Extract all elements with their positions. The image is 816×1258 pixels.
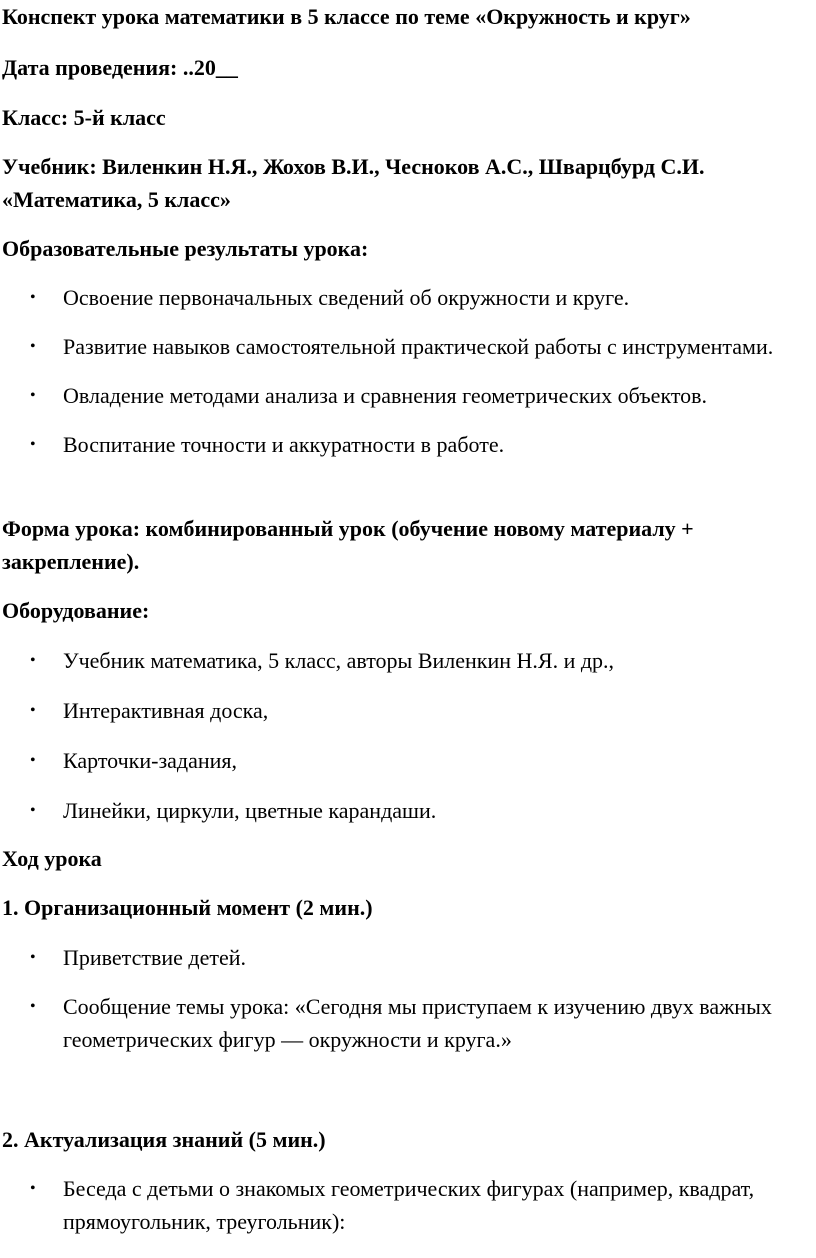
list-item: • Карточки-задания, [0, 744, 803, 777]
list-item: • Освоение первоначальных сведений об окружности и круге. [0, 281, 803, 314]
list-item: • Линейки, циркули, цветные карандаши. [0, 794, 803, 827]
course-heading: Ход урока [2, 846, 102, 871]
lesson-date: Дата проведения: ..20__ [2, 55, 238, 80]
list-item: • Воспитание точности и аккуратности в работе. [0, 428, 803, 461]
lesson-grade: Класс: 5-й класс [2, 105, 166, 130]
list-item: • Беседа с детьми о знакомых геометрических фигурах (например, квадрат, прямоугольник, треугольник): [0, 1172, 803, 1238]
section-2-list [0, 1172, 803, 1238]
results-list [0, 281, 803, 461]
list-item: • Интерактивная доска, [0, 694, 803, 727]
list-item: • Сообщение темы урока: «Сегодня мы приступаем к изучению двух важных геометрических фигур — окружности и круга.» [0, 990, 803, 1056]
list-item: • Развитие навыков самостоятельной практической работы с инструментами. [0, 330, 803, 363]
lesson-form-line-1: Форма урока: комбинированный урок (обучение новому материалу + [2, 516, 694, 541]
textbook-line-2: «Математика, 5 класс» [2, 187, 231, 212]
list-item: • Овладение методами анализа и сравнения геометрических объектов. [0, 379, 803, 412]
lesson-form-line-2: закрепление). [2, 549, 140, 574]
textbook-line-1: Учебник: Виленкин Н.Я., Жохов В.И., Чесноков А.С., Шварцбурд С.И. [2, 154, 705, 179]
section-1-list [0, 941, 803, 1056]
page-title: Конспект урока математики в 5 классе по теме «Окружность и круг» [2, 4, 691, 29]
results-heading: Образовательные результаты урока: [2, 236, 369, 261]
list-item: • Приветствие детей. [0, 941, 803, 974]
equipment-heading: Оборудование: [2, 598, 150, 623]
section-1-heading: 1. Организационный момент (2 мин.) [2, 895, 373, 920]
equipment-list [0, 644, 803, 827]
section-2-heading: 2. Актуализация знаний (5 мин.) [2, 1127, 326, 1152]
list-item: • Учебник математика, 5 класс, авторы Виленкин Н.Я. и др., [0, 644, 803, 677]
